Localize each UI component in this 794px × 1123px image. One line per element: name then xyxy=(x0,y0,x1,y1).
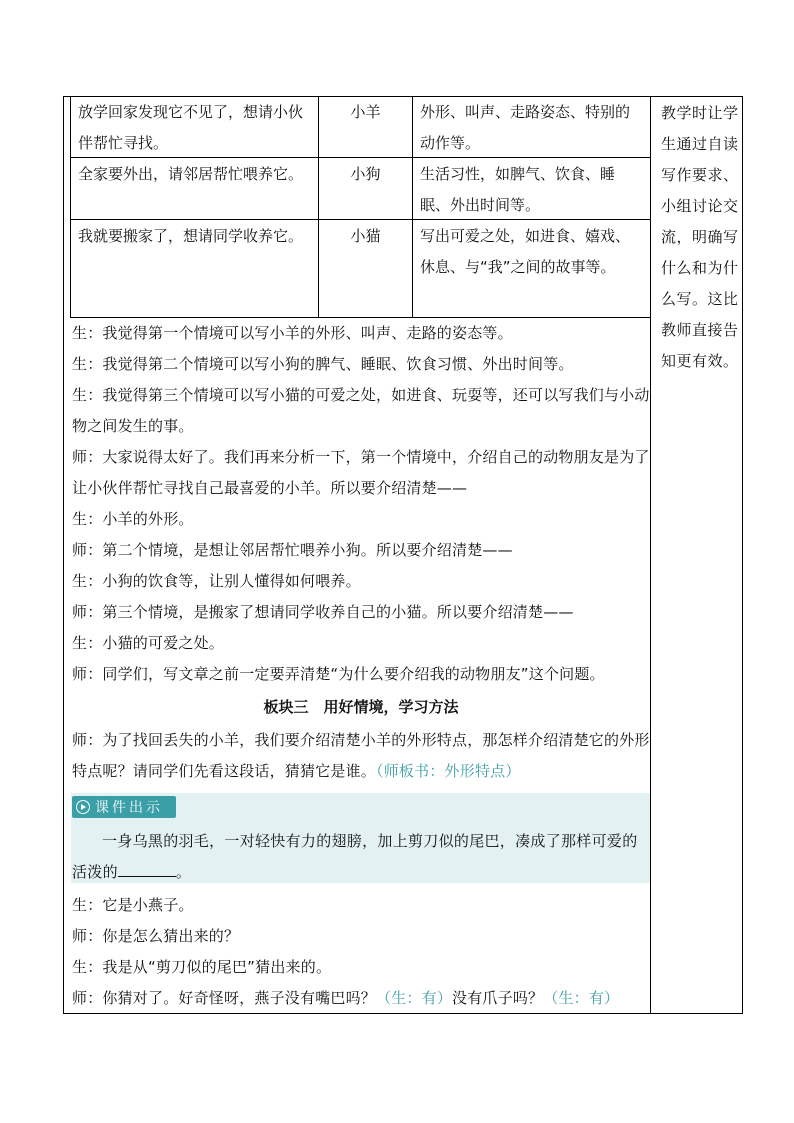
situation-table xyxy=(70,96,651,318)
dialogue-line: 生：我觉得第一个情境可以写小羊的外形、叫声、走路的姿态等。 xyxy=(72,324,513,342)
dialogue-line: 师：第二个情境，是想让邻居帮忙喂养小狗。所以要介绍清楚—— xyxy=(72,541,513,559)
animal-cell: 小猫 xyxy=(319,220,413,317)
teacher-intro-text: 师：为了找回丢失的小羊，我们要介绍清楚小羊的外形特点，那怎样介绍清楚它的外形特点呢？请同学们先看这段话，猜猜它是谁。 xyxy=(72,731,650,780)
dialogue-line: 师：第三个情境，是搬家了想请同学收养自己的小猫。所以要介绍清楚—— xyxy=(72,603,574,621)
situation-cell: 全家要外出，请邻居帮忙喂养它。 xyxy=(71,158,319,219)
courseware-label xyxy=(72,796,176,818)
student-answer-note: （生：有） xyxy=(543,989,620,1007)
last-line-part2: 没有爪子吗？ xyxy=(452,989,544,1007)
dialogue-line: 生：我觉得第三个情境可以写小猫的可爱之处，如进食、玩耍等，还可以写我们与小动物之间发生的事。 xyxy=(72,386,650,435)
fill-blank xyxy=(118,862,176,877)
dialogue-line: 生：我觉得第二个情境可以写小狗的脾气、睡眠、饮食习惯、外出时间等。 xyxy=(72,355,574,373)
teacher-intro xyxy=(72,725,650,787)
table-row xyxy=(71,158,650,220)
board-note: （师板书：外形特点） xyxy=(376,762,521,780)
dialogue-line-last xyxy=(72,983,650,1014)
animal-cell: 小羊 xyxy=(319,96,413,157)
courseware-text-after: 。 xyxy=(175,863,192,881)
dialogue-line: 生：我是从“剪刀似的尾巴”猜出来的。 xyxy=(72,958,332,976)
situation-cell: 我就要搬家了，想请同学收养它。 xyxy=(71,220,319,317)
content-cell: 外形、叫声、走路姿态、特别的动作等。 xyxy=(420,103,631,152)
courseware-text xyxy=(72,826,648,888)
play-icon xyxy=(76,800,90,814)
courseware-text-before: 一身乌黑的羽毛，一对轻快有力的翅膀，加上剪刀似的尾巴，凑成了那样可爱的活泼的 xyxy=(72,832,638,881)
situation-cell: 放学回家发现它不见了，想请小伙伴帮忙寻找。 xyxy=(71,96,319,157)
dialogue-line: 生：小羊的外形。 xyxy=(72,510,194,528)
dialogue-line: 生：小猫的可爱之处。 xyxy=(72,634,225,652)
last-line-part1: 师：你猜对了。好奇怪呀，燕子没有嘴巴吗？ xyxy=(72,989,377,1007)
animal-cell: 小狗 xyxy=(319,158,413,219)
content-cell: 写出可爱之处，如进食、嬉戏、休息、与“我”之间的故事等。 xyxy=(420,227,631,276)
content-cell: 生活习性，如脾气、饮食、睡眠、外出时间等。 xyxy=(420,165,616,214)
dialogue-line: 师：你是怎么猜出来的？ xyxy=(72,927,240,945)
dialogue-line: 师：同学们，写文章之前一定要弄清楚“为什么要介绍我的动物朋友”这个问题。 xyxy=(72,665,605,683)
section-heading: 板块三 用好情境，学习方法 xyxy=(263,698,459,716)
table-row xyxy=(71,96,650,158)
courseware-label-text: 课件出示 xyxy=(95,800,163,816)
side-note: 教学时让学生通过自读写作要求、小组讨论交流，明确写什么和为什么写。这比教师直接告知更有效。 xyxy=(661,104,739,370)
table-row xyxy=(71,220,650,317)
dialogue-line: 生：小狗的饮食等，让别人懂得如何喂养。 xyxy=(72,572,361,590)
student-answer-note: （生：有） xyxy=(376,989,453,1007)
dialogue-line: 师：大家说得太好了。我们再来分析一下，第一个情境中，介绍自己的动物朋友是为了让小伙伴帮忙寻找自己最喜爱的小羊。所以要介绍清楚—— xyxy=(72,448,650,497)
dialogue-line: 生：它是小燕子。 xyxy=(72,896,194,914)
